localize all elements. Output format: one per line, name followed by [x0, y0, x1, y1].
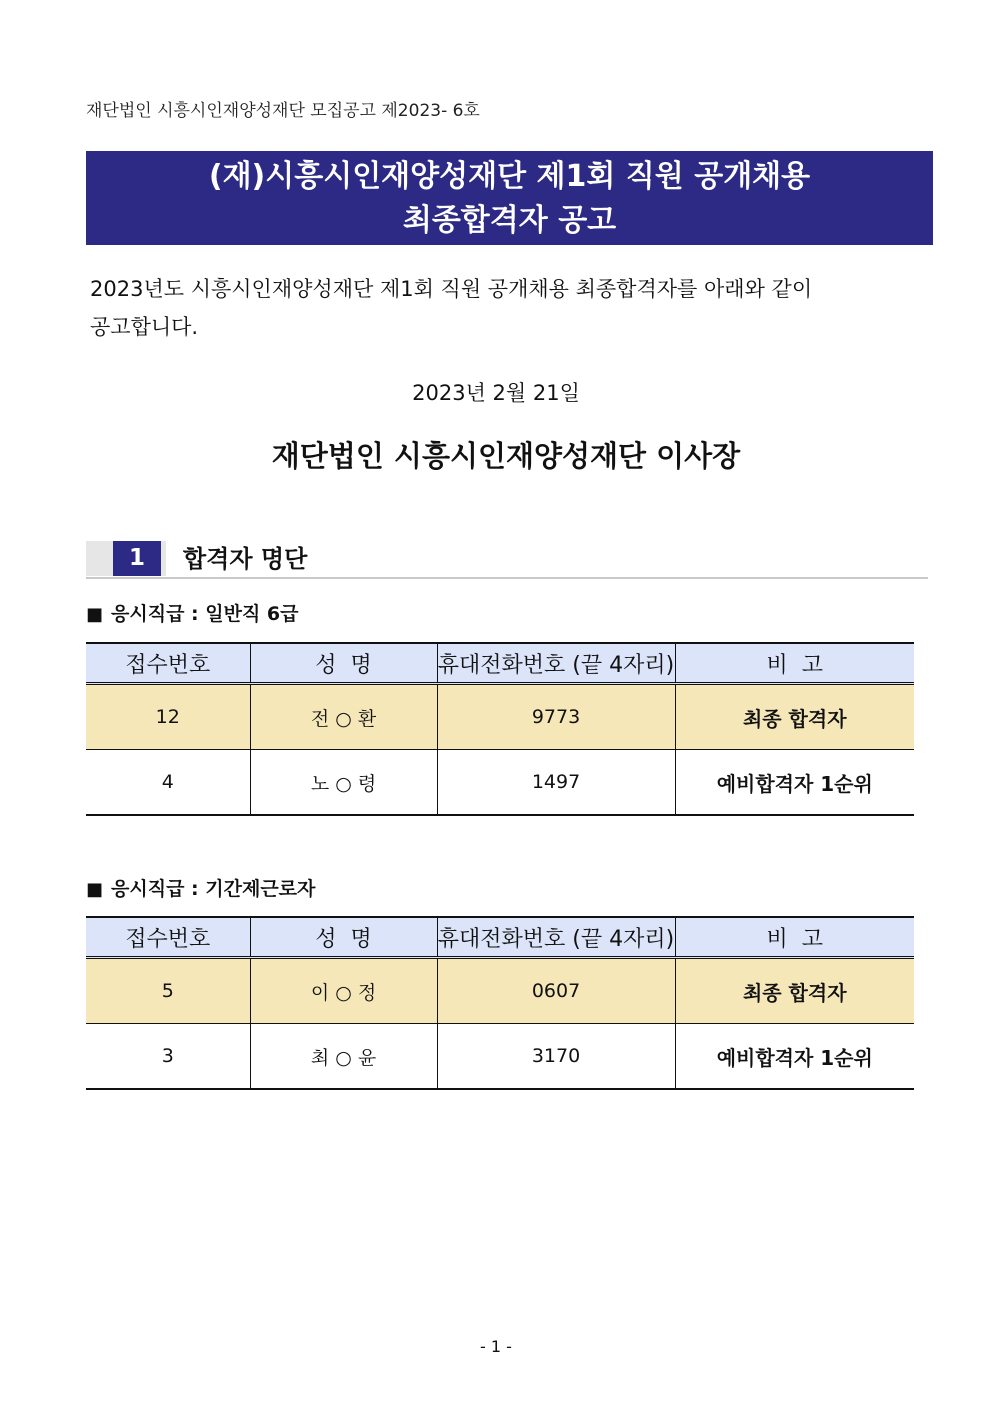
receipt-number-cell: 3 [86, 1024, 250, 1090]
group-label: 응시직급 : 일반직 6급 [111, 603, 299, 625]
header-name: 성 명 [250, 643, 437, 684]
header-name: 성 명 [250, 917, 437, 958]
section-title: 합격자 명단 [183, 545, 308, 573]
phone-cell: 0607 [437, 958, 675, 1024]
intro-line-2: 공고합니다. [90, 315, 199, 339]
group-heading-contract [86, 874, 315, 901]
table-row [86, 684, 914, 750]
header-receipt-number: 접수번호 [86, 643, 250, 684]
square-bullet-icon: ■ [86, 879, 104, 900]
table-row [86, 750, 914, 816]
header-receipt-number: 접수번호 [86, 917, 250, 958]
header-phone: 휴대전화번호 (끝 4자리) [437, 643, 675, 684]
group-label: 응시직급 : 기간제근로자 [111, 878, 316, 900]
square-bullet-icon: ■ [86, 604, 104, 625]
receipt-number-cell: 5 [86, 958, 250, 1024]
results-table-contract [86, 916, 914, 1090]
note-cell: 예비합격자 1순위 [675, 1024, 914, 1090]
table-row [86, 958, 914, 1024]
note-cell: 최종 합격자 [675, 684, 914, 750]
name-cell: 이 ○ 정 [250, 958, 437, 1024]
name-cell: 최 ○ 윤 [250, 1024, 437, 1090]
results-table-regular [86, 642, 914, 816]
header-note: 비 고 [675, 643, 914, 684]
title-banner [86, 151, 933, 245]
receipt-number-cell: 12 [86, 684, 250, 750]
header-note: 비 고 [675, 917, 914, 958]
title-line-2: 최종합격자 공고 [402, 203, 617, 238]
intro-paragraph [90, 270, 890, 346]
name-cell: 노 ○ 령 [250, 750, 437, 816]
table-header-row [86, 643, 914, 684]
phone-cell: 1497 [437, 750, 675, 816]
title-line-1: (재)시흥시인재양성재단 제1회 직원 공개채용 [208, 159, 811, 194]
note-cell: 예비합격자 1순위 [675, 750, 914, 816]
announcement-date: 2023년 2월 21일 [412, 381, 580, 405]
group-heading-regular [86, 599, 299, 626]
phone-cell: 3170 [437, 1024, 675, 1090]
section-divider [86, 577, 928, 579]
note-cell: 최종 합격자 [675, 958, 914, 1024]
name-cell: 전 ○ 환 [250, 684, 437, 750]
header-phone: 휴대전화번호 (끝 4자리) [437, 917, 675, 958]
intro-line-1: 2023년도 시흥시인재양성재단 제1회 직원 공개채용 최종합격자를 아래와 같이 [90, 277, 813, 301]
page-number: - 1 - [480, 1337, 512, 1356]
issuer-name: 재단법인 시흥시인재양성재단 이사장 [271, 439, 741, 473]
receipt-number-cell: 4 [86, 750, 250, 816]
section-number: 1 [113, 541, 161, 576]
table-header-row [86, 917, 914, 958]
announcement-reference: 재단법인 시흥시인재양성재단 모집공고 제2023- 6호 [86, 101, 480, 121]
table-row [86, 1024, 914, 1090]
phone-cell: 9773 [437, 684, 675, 750]
